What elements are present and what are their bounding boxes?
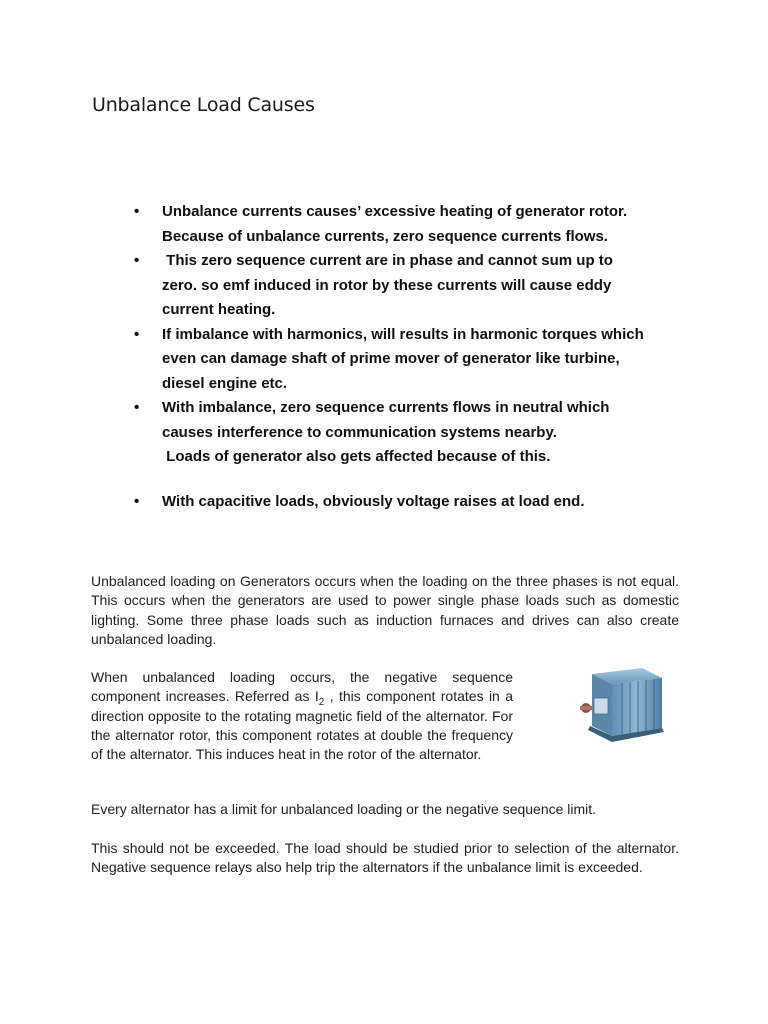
bullet-line: With capacitive loads, obviously voltage raises at load end.	[162, 492, 585, 510]
bullet-line: This zero sequence current are in phase and cannot sum up to	[162, 252, 613, 269]
bullet-dot: •	[134, 203, 140, 220]
bullet-line: causes interference to communication systems nearby.	[162, 423, 557, 441]
paragraph-text: , this component rotates in a direction opposite to the rotating magnetic field of the alternator. For the alternator rotor, this component rotates at double the frequency of the alternator. This induces heat in the rotor of the alternator.	[91, 688, 514, 763]
generator-image	[572, 664, 672, 750]
bullet-line: Because of unbalance currents, zero sequence currents flows.	[162, 227, 608, 245]
bullet-dot: •	[134, 492, 140, 510]
page-title: Unbalance Load Causes	[92, 94, 315, 116]
bullet-line: even can damage shaft of prime mover of generator like turbine,	[162, 350, 620, 367]
bullet-item-2	[130, 249, 690, 323]
bullet-line: If imbalance with harmonics, will results in harmonic torques which	[162, 325, 644, 343]
paragraph-unbalanced-loading: Unbalanced loading on Generators occurs when the loading on the three phases is not equal. This occurs when the generators are used to power single phase loads such as domestic lighting. Some three phase loads such as induction furnaces and drives can also create unbalanced loading.	[91, 573, 679, 647]
paragraph-negative-sequence	[91, 668, 513, 764]
bullet-line: Loads of generator also gets affected because of this.	[162, 448, 551, 465]
bullet-dot: •	[134, 252, 140, 269]
bullet-dot: •	[134, 325, 140, 343]
paragraph-limit: Every alternator has a limit for unbalanced loading or the negative sequence limit.	[91, 801, 597, 817]
bullet-line: Unbalance currents causes’ excessive heating of generator rotor.	[162, 203, 628, 220]
bullet-item-5	[130, 490, 690, 515]
subscript: 2	[318, 697, 325, 709]
bullet-line: diesel engine etc.	[162, 374, 288, 392]
causes-bullet-list	[130, 200, 690, 514]
bullet-item-1	[130, 200, 690, 249]
bullet-line: zero. so emf induced in rotor by these currents will cause eddy	[162, 276, 612, 294]
bullet-dot: •	[134, 399, 140, 416]
bullet-item-4	[130, 396, 690, 470]
paragraph-selection: This should not be exceeded. The load should be studied prior to selection of the alternator. Negative sequence relays also help trip the alternators if the unbalance limit is exceeded.	[91, 840, 679, 876]
paragraph-text: When unbalanced loading occurs, the negative sequence component increases. Referred as I	[91, 669, 513, 705]
bullet-line: current heating.	[162, 301, 276, 318]
bullet-item-3	[130, 323, 690, 397]
bullet-line: With imbalance, zero sequence currents flows in neutral which	[162, 399, 610, 416]
